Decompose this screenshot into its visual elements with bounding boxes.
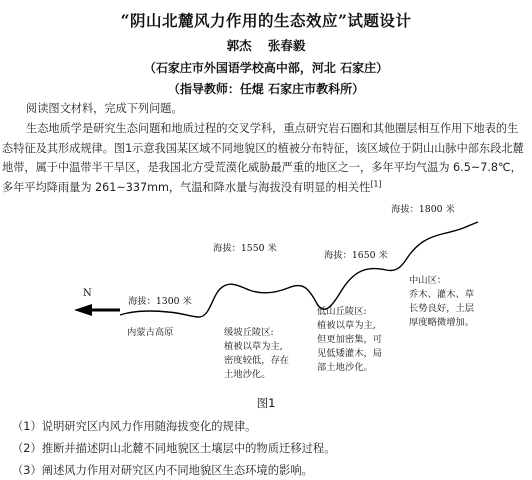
zone-low-line: 见低矮灌木，局	[317, 348, 383, 359]
authors-line: 郭杰 张春毅	[226, 38, 306, 53]
question-2: （2）推断并描述阴山北麓不同地貌区土壤层中的物质迁移过程。	[12, 442, 336, 455]
affiliation-line: （石家庄市外国语学校高中部，河北 石家庄）	[143, 61, 389, 75]
zone-gentle-line: 密度较低，存在	[224, 355, 290, 366]
document-title: “阴山北麓风力作用的生态效应”试题设计	[120, 11, 412, 30]
elevation-label-1650: 海拔：1650 米	[324, 250, 388, 261]
elevation-label-1300: 海拔：1300 米	[128, 296, 192, 307]
zone-low-line: 低山丘陵区:	[317, 306, 367, 317]
zone-gentle-line: 缓坡丘陵区:	[224, 327, 274, 338]
figure-caption: 图1	[256, 396, 276, 410]
question-1: （1）说明研究区内风力作用随海拔变化的规律。	[12, 420, 257, 433]
elevation-label-1800: 海拔：1800 米	[391, 204, 455, 215]
north-label: N	[83, 288, 92, 299]
zone-mid-line: 长势良好，土层	[409, 303, 475, 314]
zone-mid-line: 厚度略微增加。	[409, 317, 475, 328]
advisor-line: （指导教师：任焜 石家庄市教科所）	[167, 82, 365, 96]
zone-mid-line: 中山区：	[409, 275, 447, 286]
north-arrow-head	[74, 304, 92, 316]
elevation-label-1550: 海拔：1550 米	[213, 243, 277, 254]
zone-gentle-line: 植被以草为主,	[224, 341, 283, 352]
intro-paragraph: 阅读图文材料，完成下列问题。	[26, 102, 183, 115]
plateau-label: 内蒙古高原	[127, 327, 174, 338]
zone-mid-line: 乔木、灌木、草	[409, 289, 475, 300]
zone-low-line: 部土地沙化。	[317, 362, 373, 373]
citation-marker: [1]	[370, 178, 382, 188]
zone-low-line: 植被以草为主,	[317, 320, 376, 331]
zone-gentle-line: 土地沙化。	[224, 369, 271, 380]
terrain-profile-figure	[70, 196, 532, 392]
material-paragraph	[2, 119, 528, 197]
question-3: （3）阐述风力作用对研究区内不同地貌区生态环境的影响。	[12, 464, 313, 477]
zone-low-line: 但更加密集，可	[317, 334, 383, 345]
material-text: 生态地质学是研究生态问题和地质过程的交叉学科，重点研究岩石圈和其他圈层相互作用下地表的生态特征及其形成规律。图1示意我国某区域不同地貌区的植被分布特征，该区域位于阴山山脉中部东段北麓地带，属于中温带半干旱区，是我国北方受荒漠化威胁最严重的地区之一，多年平均气温为 6.5~7.8℃，多年平均降雨量为 261~337mm，气温和降水量与海拔没有明显的相关性	[2, 122, 524, 194]
